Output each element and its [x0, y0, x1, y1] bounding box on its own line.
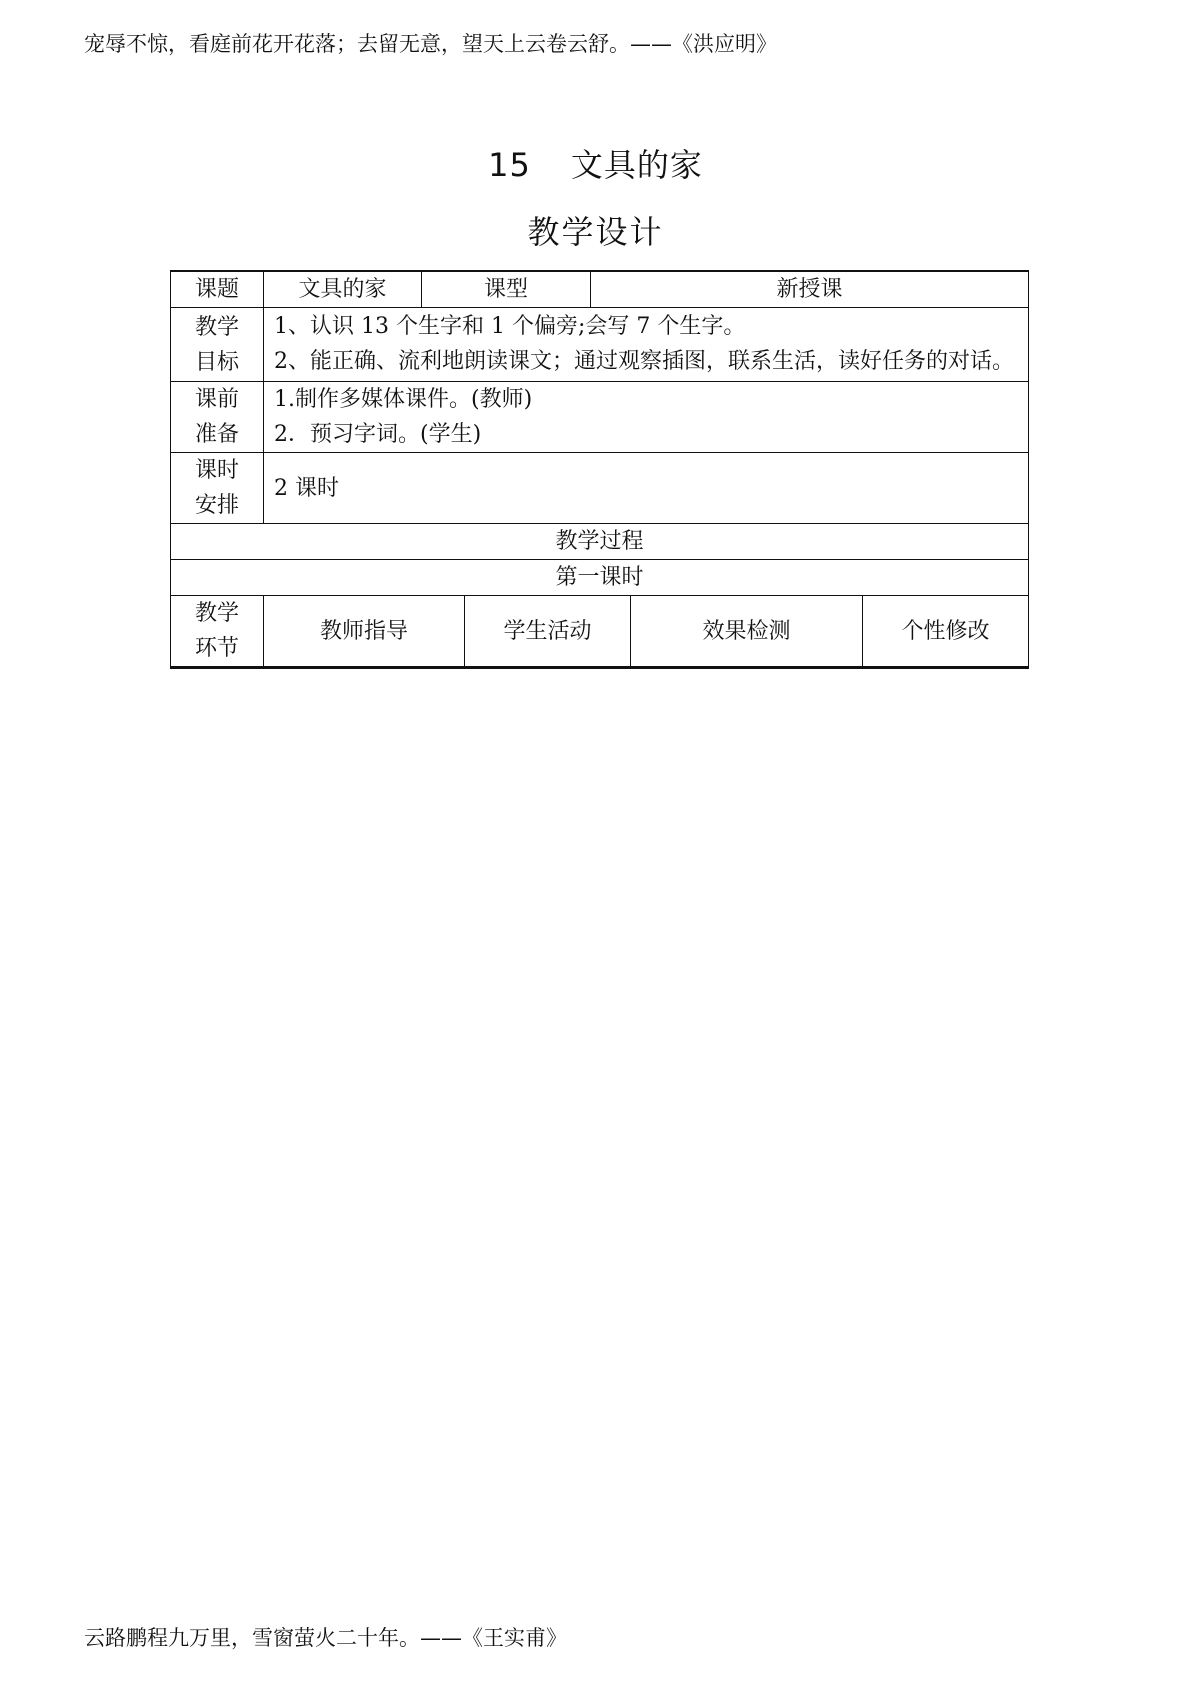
goal-1: 1、认识 13 个生字和 1 个偏旁;会写 7 个生字。	[274, 314, 746, 339]
col-teacher-guidance: 教师指导	[264, 596, 465, 668]
table-row-prep	[171, 382, 1029, 453]
table-row-topic	[171, 271, 1029, 308]
hours-label-line1: 课时	[194, 458, 239, 483]
col-student-activity: 学生活动	[465, 596, 631, 668]
lesson-title-text: 文具的家	[570, 146, 703, 184]
stage-label-line1: 教学	[194, 601, 239, 626]
table-row-first-lesson	[171, 560, 1029, 596]
goal-2: 2、能正确、流利地朗读课文；通过观察插图，联系生活，读好任务的对话。	[274, 349, 1014, 374]
prep-label-line1: 课前	[194, 387, 239, 412]
topic-value: 文具的家	[264, 271, 422, 308]
prep-1: 1.制作多媒体课件。(教师)	[274, 387, 533, 412]
prep-2: 2．预习字词。(学生)	[274, 422, 482, 447]
goals-content	[264, 308, 1029, 382]
prep-label	[171, 382, 264, 453]
type-label: 课型	[422, 271, 591, 308]
lesson-number: 15	[488, 146, 531, 184]
hours-label-line2: 安排	[194, 493, 239, 518]
col-effect-check: 效果检测	[631, 596, 863, 668]
prep-label-line2: 准备	[194, 422, 239, 447]
goals-label-line2: 目标	[194, 349, 239, 375]
table-row-hours	[171, 453, 1029, 524]
header-quote: 宠辱不惊，看庭前花开花落；去留无意，望天上云卷云舒。——《洪应明》	[84, 32, 777, 56]
page-subtitle: 教学设计	[527, 213, 664, 251]
first-lesson-heading: 第一课时	[171, 560, 1029, 596]
hours-label	[171, 453, 264, 524]
prep-content	[264, 382, 1029, 453]
stage-label	[171, 596, 264, 668]
table-row-stage-header	[171, 596, 1029, 668]
type-value: 新授课	[591, 271, 1029, 308]
col-personal-revision: 个性修改	[863, 596, 1029, 668]
goals-label	[171, 308, 264, 382]
stage-label-line2: 环节	[194, 636, 239, 661]
goals-label-line1: 教学	[194, 314, 239, 340]
topic-label: 课题	[171, 271, 264, 308]
footer-quote: 云路鹏程九万里，雪窗萤火二十年。——《王实甫》	[84, 1626, 567, 1650]
hours-value: 2 课时	[264, 453, 1029, 524]
table-row-process	[171, 524, 1029, 560]
process-heading: 教学过程	[171, 524, 1029, 560]
lesson-plan-table	[170, 270, 1029, 669]
table-row-goals	[171, 308, 1029, 382]
lesson-title	[0, 140, 1191, 186]
